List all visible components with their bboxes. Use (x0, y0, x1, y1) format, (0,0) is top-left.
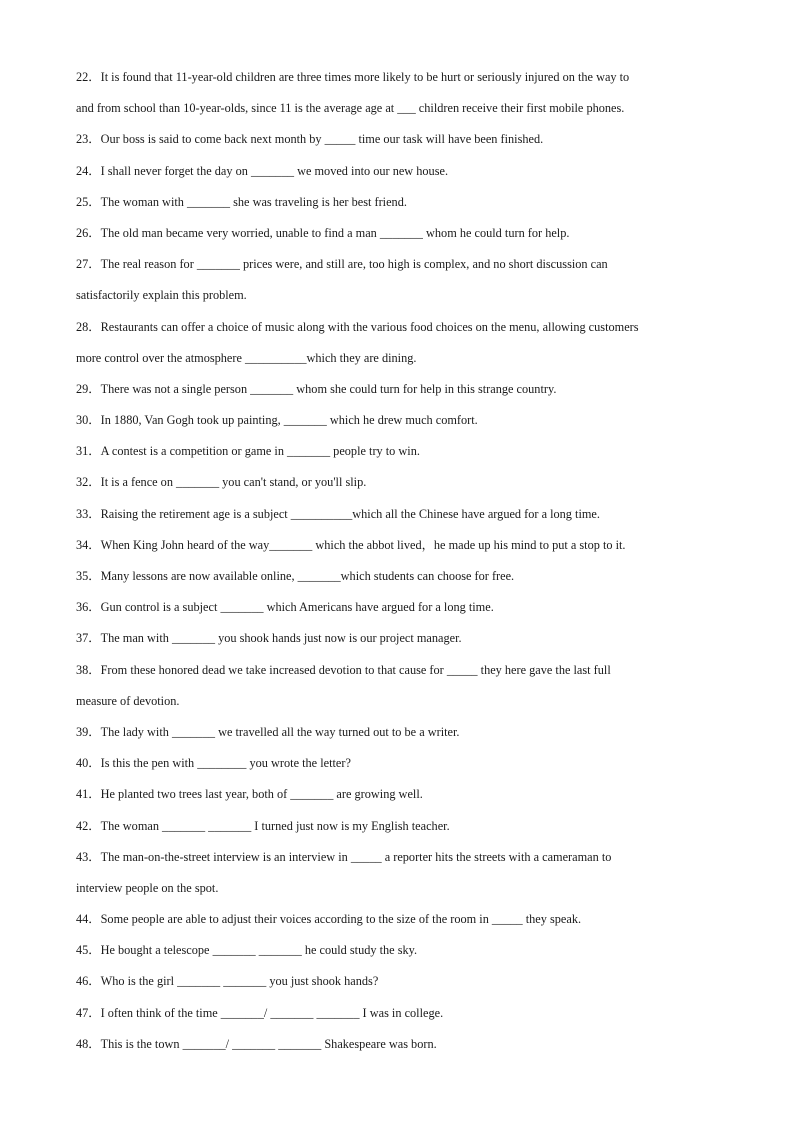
question-line: 29．There was not a single person _______ whom she could turn for help in this strange country. (76, 381, 557, 396)
question-line: 47．I often think of the time _______/ _______ _______ I was in college. (76, 1005, 444, 1020)
question-line: 33．Raising the retirement age is a subject __________which all the Chinese have argued for a long time. (76, 506, 600, 521)
question-line: 37．The man with _______ you shook hands just now is our project manager. (76, 631, 462, 646)
question-line: and from school than 10-year-olds, since 11 is the average age at ___ children receive their first mobile phones. (76, 101, 625, 116)
question-line: interview people on the spot. (76, 880, 219, 895)
question-line: 24．I shall never forget the day on _______ we moved into our new house. (76, 163, 449, 178)
question-line: 26．The old man became very worried, unable to find a man _______ whom he could turn for help. (76, 225, 570, 240)
question-line: satisfactorily explain this problem. (76, 288, 247, 303)
question-line: 23．Our boss is said to come back next month by _____ time our task will have been finished. (76, 132, 544, 147)
question-line: 25．The woman with _______ she was traveling is her best friend. (76, 194, 407, 209)
question-line: 34．When King John heard of the way_______ which the abbot lived，he made up his mind to put a stop to it. (76, 537, 626, 552)
question-line: 22．It is found that 11-year-old children are three times more likely to be hurt or seriously injured on the way to (76, 70, 630, 84)
question-line: 27．The real reason for _______ prices were, and still are, too high is complex, and no short discussion can (76, 257, 608, 272)
question-line: 43．The man-on-the-street interview is an interview in _____ a reporter hits the streets with a cameraman to (76, 849, 612, 864)
question-line: 32．It is a fence on _______ you can't stand, or you'll slip. (76, 475, 367, 490)
question-line: 44．Some people are able to adjust their voices according to the size of the room in _____ they speak. (76, 912, 582, 927)
question-line: 45．He bought a telescope _______ _______ he could study the sky. (76, 943, 418, 958)
question-line: 36．Gun control is a subject _______ which Americans have argued for a long time. (76, 600, 494, 615)
question-line: 41．He planted two trees last year, both of _______ are growing well. (76, 787, 423, 802)
question-line: 30．In 1880, Van Gogh took up painting, _______ which he drew much comfort. (76, 413, 478, 428)
worksheet-page (76, 62, 726, 1060)
question-line: 35．Many lessons are now available online, _______which students can choose for free. (76, 569, 515, 583)
question-line: 39．The lady with _______ we travelled all the way turned out to be a writer. (76, 724, 460, 739)
question-line: 42．The woman _______ _______ I turned just now is my English teacher. (76, 818, 450, 833)
question-line: 38．From these honored dead we take increased devotion to that cause for _____ they here gave the last full (76, 662, 611, 677)
question-line: 48．This is the town _______/ _______ _______ Shakespeare was born. (76, 1036, 437, 1051)
question-line: measure of devotion. (76, 693, 180, 708)
question-line: more control over the atmosphere __________which they are dining. (76, 350, 417, 365)
question-line: 40．Is this the pen with ________ you wrote the letter? (76, 756, 351, 771)
question-line: 28．Restaurants can offer a choice of music along with the various food choices on the menu, allowing customers (76, 319, 639, 334)
question-line: 46．Who is the girl _______ _______ you just shook hands? (76, 974, 379, 989)
question-line: 31．A contest is a competition or game in _______ people try to win. (76, 444, 420, 459)
